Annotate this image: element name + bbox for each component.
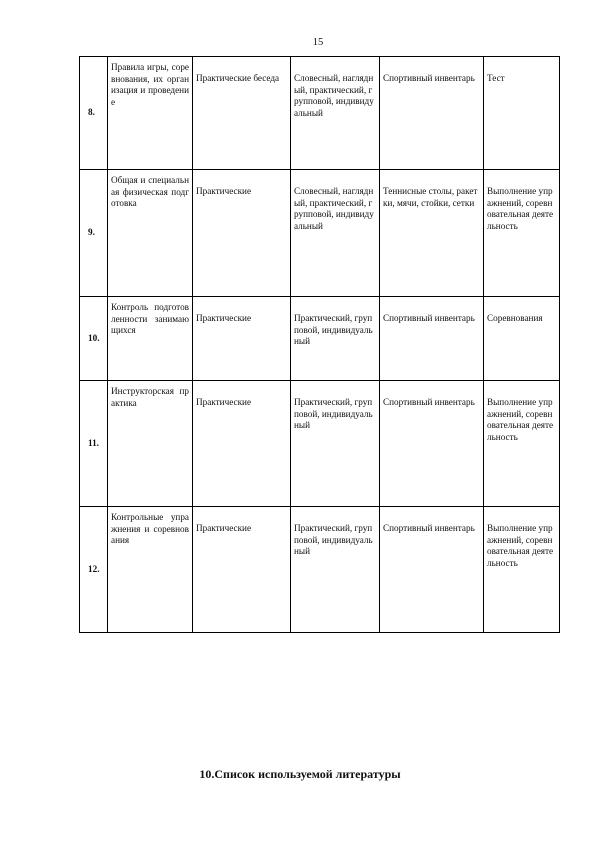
- table-row: [80, 297, 560, 381]
- table-row: [80, 381, 560, 507]
- methods-cell: Словесный, наглядный, практический, групповой, индивидуальный: [291, 170, 380, 297]
- form-cell: Практические: [193, 381, 291, 507]
- control-cell: Выполнение упражнений, соревновательная деятельность: [484, 381, 560, 507]
- page-number: 15: [312, 37, 324, 48]
- table-row: [80, 57, 560, 170]
- control-cell: Соревнования: [484, 297, 560, 381]
- equipment-cell: Спортивный инвентарь: [380, 297, 484, 381]
- row-number: 11.: [80, 381, 108, 507]
- topic-cell: Инструкторская практика: [108, 381, 193, 507]
- control-cell: Тест: [484, 57, 560, 170]
- row-number: 8.: [80, 57, 108, 170]
- section-title: 10.Список используемой литературы: [199, 767, 401, 781]
- equipment-cell: Спортивный инвентарь: [380, 57, 484, 170]
- topic-cell: Контроль подготовленности занимающихся: [108, 297, 193, 381]
- methods-cell: Практический, групповой, индивидуальный: [291, 381, 380, 507]
- topic-cell: Контрольные упражнения и соревнования: [108, 507, 193, 633]
- topic-cell: Правила игры, соревнования, их организация и проведение: [108, 57, 193, 170]
- form-cell: Практические беседа: [193, 57, 291, 170]
- equipment-cell: Спортивный инвентарь: [380, 507, 484, 633]
- form-cell: Практические: [193, 507, 291, 633]
- table-row: [80, 507, 560, 633]
- equipment-cell: Теннисные столы, ракетки, мячи, стойки, сетки: [380, 170, 484, 297]
- row-number: 12.: [80, 507, 108, 633]
- control-cell: Выполнение упражнений, соревновательная деятельность: [484, 507, 560, 633]
- methods-cell: Практический, групповой, индивидуальный: [291, 297, 380, 381]
- row-number: 10.: [80, 297, 108, 381]
- table-row: [80, 170, 560, 297]
- control-cell: Выполнение упражнений, соревновательная деятельность: [484, 170, 560, 297]
- program-table: [79, 56, 560, 633]
- topic-cell: Общая и специальная физическая подготовка: [108, 170, 193, 297]
- form-cell: Практические: [193, 170, 291, 297]
- methods-cell: Практический, групповой, индивидуальный: [291, 507, 380, 633]
- row-number: 9.: [80, 170, 108, 297]
- equipment-cell: Спортивный инвентарь: [380, 381, 484, 507]
- methods-cell: Словесный, наглядный, практический, групповой, индивидуальный: [291, 57, 380, 170]
- form-cell: Практические: [193, 297, 291, 381]
